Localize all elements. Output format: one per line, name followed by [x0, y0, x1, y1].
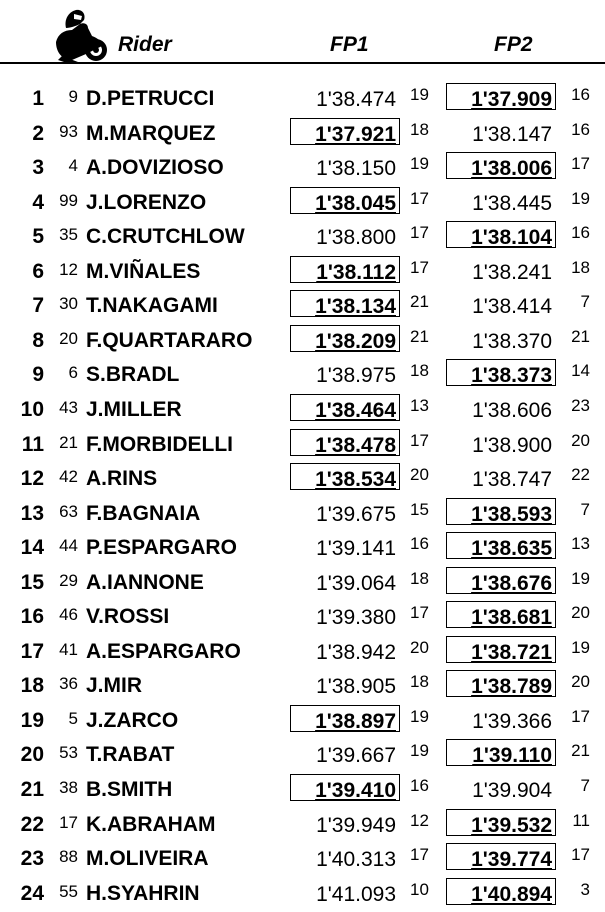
fp1-laps: 18 [410, 119, 429, 139]
position: 5 [32, 225, 44, 249]
header-divider [0, 62, 605, 64]
fp1-time: 1'38.800 [316, 226, 396, 250]
position: 11 [21, 432, 44, 456]
fp2-time: 1'37.909 [446, 83, 556, 110]
fp2-time: 1'38.445 [472, 191, 552, 215]
rider-name: J.LORENZO [86, 190, 207, 214]
rider-name: T.RABAT [86, 743, 175, 767]
fp1-laps: 17 [410, 603, 429, 623]
table-row [0, 460, 605, 494]
fp2-laps: 16 [571, 85, 590, 104]
rider-name: J.ZARCO [86, 708, 179, 732]
rider-number: 29 [59, 570, 78, 590]
fp2-time: 1'38.373 [446, 359, 556, 386]
rider-name: C.CRUTCHLOW [86, 225, 245, 249]
fp1-laps: 16 [410, 776, 429, 795]
fp1-laps: 17 [410, 223, 429, 243]
rider-number: 9 [68, 87, 78, 106]
position: 15 [20, 570, 44, 594]
fp1-laps: 15 [410, 499, 429, 519]
table-row [0, 771, 605, 805]
fp2-column-header: FP2 [494, 33, 533, 56]
fp2-laps: 23 [571, 395, 590, 415]
position: 22 [20, 812, 44, 836]
fp1-time: 1'37.921 [290, 118, 400, 145]
table-row [0, 115, 605, 149]
position: 10 [20, 397, 44, 421]
fp1-laps: 16 [410, 534, 429, 554]
fp1-time: 1'38.112 [290, 256, 400, 283]
rider-name: H.SYAHRIN [86, 881, 200, 905]
position: 3 [32, 156, 44, 180]
fp2-laps: 19 [571, 188, 590, 208]
rider-name: F.BAGNAIA [86, 501, 201, 525]
fp2-laps: 7 [580, 292, 590, 312]
fp2-time: 1'38.789 [446, 670, 556, 697]
fp2-time: 1'38.006 [446, 152, 556, 179]
fp2-time: 1'38.147 [472, 122, 552, 146]
fp1-time: 1'41.093 [316, 882, 396, 906]
fp2-laps: 19 [571, 637, 590, 657]
table-row [0, 218, 605, 252]
fp1-time: 1'38.897 [290, 705, 400, 732]
table-row [0, 736, 605, 770]
fp2-time: 1'39.774 [446, 843, 556, 870]
position: 13 [20, 501, 44, 525]
fp1-laps: 17 [410, 430, 429, 450]
position: 12 [20, 467, 44, 491]
table-row [0, 322, 605, 356]
fp1-time: 1'39.380 [316, 606, 396, 630]
fp1-time: 1'38.905 [316, 675, 396, 699]
rider-name: T.NAKAGAMI [86, 294, 218, 318]
rider-number: 5 [68, 708, 78, 728]
fp2-time: 1'38.747 [472, 468, 552, 492]
rider-name: B.SMITH [86, 778, 173, 801]
rider-name: M.OLIVEIRA [86, 847, 209, 871]
table-row [0, 667, 605, 701]
rider-number: 93 [59, 121, 78, 141]
fp1-time: 1'38.474 [316, 88, 396, 111]
table-row [0, 287, 605, 321]
fp1-laps: 18 [410, 568, 429, 588]
rider-number: 53 [59, 743, 78, 763]
rider-number: 20 [59, 328, 78, 348]
rider-name: A.ESPARGARO [86, 639, 241, 663]
fp2-laps: 17 [571, 706, 590, 726]
rider-number: 55 [59, 881, 78, 901]
fp2-laps: 20 [571, 672, 590, 692]
fp1-laps: 17 [410, 845, 429, 865]
rider-name: M.MARQUEZ [86, 121, 216, 145]
fp1-time: 1'38.045 [290, 187, 400, 214]
fp1-time: 1'39.667 [316, 744, 396, 768]
fp1-laps: 20 [410, 637, 429, 657]
table-row [0, 149, 605, 183]
table-header [0, 0, 605, 72]
rider-number: 12 [59, 259, 78, 279]
fp1-laps: 19 [410, 154, 429, 174]
fp1-time: 1'39.064 [316, 571, 396, 595]
fp1-time: 1'38.975 [316, 364, 396, 388]
table-row [0, 356, 605, 390]
fp1-time: 1'38.134 [290, 290, 400, 317]
rider-name: J.MIR [86, 674, 143, 698]
position: 2 [32, 121, 44, 145]
fp1-time: 1'38.150 [316, 157, 396, 181]
table-row [0, 702, 605, 736]
position: 24 [20, 881, 44, 905]
fp1-time: 1'38.942 [316, 640, 396, 664]
rider-number: 17 [59, 812, 78, 832]
fp1-laps: 19 [410, 85, 429, 104]
fp2-laps: 11 [572, 810, 590, 830]
fp1-time: 1'38.478 [290, 429, 400, 456]
rider-name: A.DOVIZIOSO [86, 156, 224, 180]
table-row [0, 875, 605, 909]
fp1-laps: 20 [410, 465, 429, 485]
fp2-laps: 17 [571, 154, 590, 174]
fp2-time: 1'38.414 [472, 295, 552, 319]
position: 20 [20, 743, 44, 767]
fp1-laps: 12 [410, 810, 429, 830]
rider-name: A.RINS [86, 467, 158, 491]
rider-number: 38 [59, 778, 78, 797]
position: 7 [32, 294, 44, 318]
fp2-laps: 21 [571, 741, 590, 761]
fp2-time: 1'38.900 [472, 433, 552, 457]
rider-number: 88 [59, 847, 78, 867]
rider-name: K.ABRAHAM [86, 812, 216, 836]
table-row [0, 633, 605, 667]
fp1-laps: 19 [410, 741, 429, 761]
fp2-laps: 20 [571, 603, 590, 623]
fp2-laps: 20 [571, 430, 590, 450]
fp2-time: 1'38.676 [446, 567, 556, 594]
fp1-laps: 18 [410, 672, 429, 692]
fp2-laps: 7 [580, 776, 590, 795]
fp1-laps: 18 [410, 361, 429, 381]
fp2-time: 1'40.894 [446, 878, 556, 905]
rider-number: 21 [59, 432, 78, 452]
rider-number: 99 [59, 190, 78, 210]
rider-number: 43 [59, 397, 78, 417]
rider-number: 4 [68, 156, 78, 176]
fp1-laps: 17 [410, 188, 429, 208]
fp2-time: 1'39.110 [446, 739, 556, 766]
fp2-time: 1'38.721 [446, 636, 556, 663]
rider-number: 44 [59, 536, 78, 556]
fp1-laps: 10 [410, 879, 429, 899]
rider-number: 41 [59, 639, 78, 659]
table-row [0, 495, 605, 529]
rider-name: F.MORBIDELLI [86, 432, 233, 456]
fp1-time: 1'39.410 [290, 774, 400, 801]
rider-name: D.PETRUCCI [86, 87, 215, 110]
table-row [0, 840, 605, 874]
table-row [0, 391, 605, 425]
fp1-laps: 21 [410, 326, 429, 346]
table-row [0, 184, 605, 218]
fp1-time: 1'39.675 [316, 502, 396, 526]
fp2-time: 1'39.532 [446, 809, 556, 836]
fp2-time: 1'38.681 [446, 601, 556, 628]
table-row [0, 80, 605, 114]
fp2-laps: 3 [580, 879, 590, 899]
position: 6 [32, 259, 44, 283]
fp2-laps: 16 [571, 119, 590, 139]
fp2-laps: 7 [580, 499, 590, 519]
fp2-laps: 14 [571, 361, 590, 381]
rider-name: S.BRADL [86, 363, 180, 387]
fp2-laps: 22 [571, 465, 590, 485]
fp1-laps: 17 [410, 257, 429, 277]
rider-number: 63 [59, 501, 78, 521]
rider-number: 6 [68, 363, 78, 383]
fp2-time: 1'38.635 [446, 532, 556, 559]
fp1-column-header: FP1 [330, 33, 369, 56]
position: 1 [32, 87, 44, 110]
rider-number: 46 [59, 605, 78, 625]
position: 23 [20, 847, 44, 871]
fp2-time: 1'38.606 [472, 398, 552, 422]
table-row [0, 426, 605, 460]
fp2-laps: 18 [571, 257, 590, 277]
fp2-time: 1'39.904 [472, 779, 552, 802]
fp2-time: 1'38.593 [446, 498, 556, 525]
fp2-laps: 21 [571, 326, 590, 346]
fp2-laps: 19 [571, 568, 590, 588]
table-row [0, 529, 605, 563]
fp1-time: 1'38.464 [290, 394, 400, 421]
rider-name: J.MILLER [86, 397, 182, 421]
position: 17 [20, 639, 44, 663]
fp1-laps: 21 [410, 292, 429, 312]
fp1-time: 1'40.313 [316, 848, 396, 872]
position: 8 [32, 328, 44, 352]
rider-name: M.VIÑALES [86, 259, 201, 283]
position: 21 [20, 778, 44, 801]
fp1-time: 1'39.949 [316, 813, 396, 837]
motorcycle-rider-icon [52, 8, 108, 64]
fp1-laps: 13 [410, 395, 429, 415]
fp2-time: 1'38.241 [472, 260, 552, 284]
rider-name: P.ESPARGARO [86, 536, 237, 560]
fp2-time: 1'38.370 [472, 329, 552, 353]
table-row [0, 564, 605, 598]
position: 9 [32, 363, 44, 387]
fp1-time: 1'39.141 [316, 537, 396, 561]
rider-name: F.QUARTARARO [86, 328, 253, 352]
fp2-time: 1'39.366 [472, 709, 552, 733]
rider-name: V.ROSSI [86, 605, 170, 629]
rider-number: 36 [59, 674, 78, 694]
position: 19 [20, 708, 44, 732]
position: 14 [20, 536, 44, 560]
rider-number: 42 [59, 467, 78, 487]
table-row [0, 806, 605, 840]
table-row [0, 253, 605, 287]
fp2-laps: 16 [571, 223, 590, 243]
rider-name: A.IANNONE [86, 570, 204, 594]
table-row [0, 598, 605, 632]
rider-number: 35 [59, 225, 78, 245]
fp1-time: 1'38.534 [290, 463, 400, 490]
rider-number: 30 [59, 294, 78, 314]
fp2-laps: 13 [571, 534, 590, 554]
rider-column-header: Rider [118, 33, 172, 56]
fp1-time: 1'38.209 [290, 325, 400, 352]
position: 18 [20, 674, 44, 698]
position: 16 [20, 605, 44, 629]
position: 4 [32, 190, 44, 214]
fp2-laps: 17 [571, 845, 590, 865]
fp2-time: 1'38.104 [446, 221, 556, 248]
fp1-laps: 19 [410, 706, 429, 726]
